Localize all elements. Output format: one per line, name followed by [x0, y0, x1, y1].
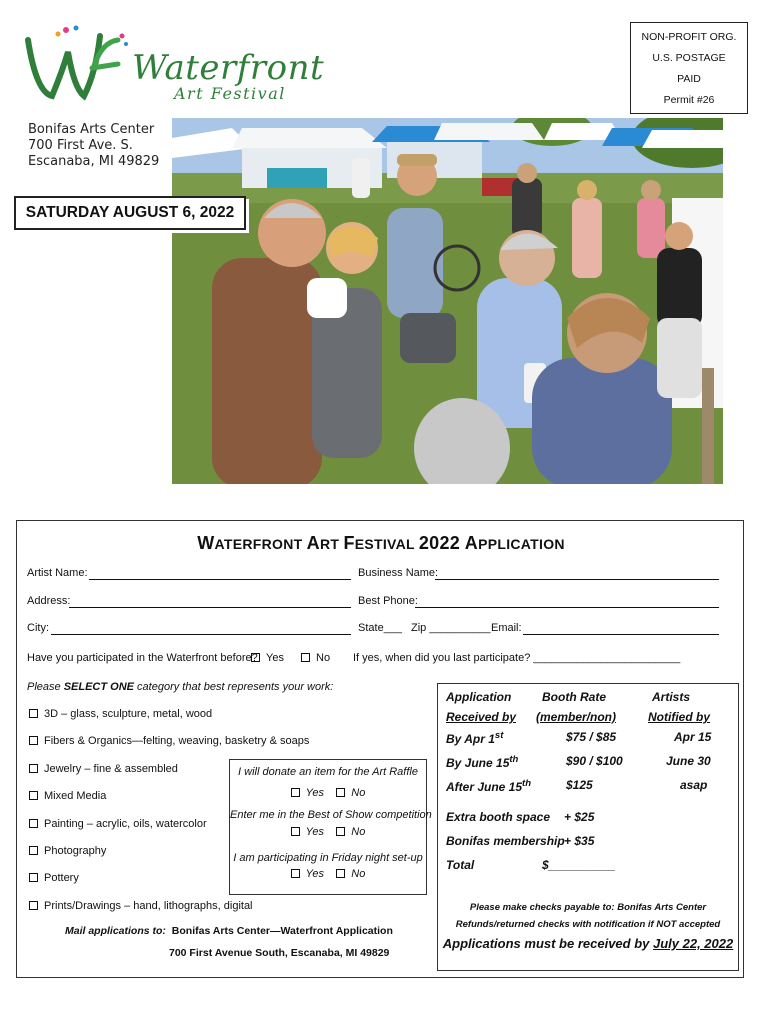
ordinal-suffix: th — [509, 754, 519, 765]
row1-rate: $75 / $85 — [566, 730, 617, 744]
email-field[interactable] — [523, 634, 719, 635]
row3-rate: $125 — [566, 778, 593, 792]
checks-payable-note: Please make checks payable to: Bonifas Arts Center — [469, 902, 707, 913]
checkbox-icon — [336, 869, 345, 878]
row2-notify: June 30 — [666, 754, 711, 768]
checkbox-icon — [29, 873, 38, 882]
business-name-field[interactable] — [435, 579, 719, 580]
participation-options-box — [229, 759, 432, 895]
option-label: Yes — [305, 868, 325, 880]
title-part: RT — [319, 536, 344, 552]
best-show-question: Enter me in the Best of Show competition — [230, 809, 432, 821]
checkbox-icon — [336, 788, 345, 797]
category-label: Prints/Drawings – hand, lithographs, digital — [44, 900, 253, 912]
best-phone-label: Best Phone: — [358, 595, 418, 607]
checkbox-icon — [29, 736, 38, 745]
event-date-banner: SATURDAY AUGUST 6, 2022 — [14, 196, 246, 230]
postage-line: U.S. POSTAGE — [652, 52, 726, 64]
category-3d[interactable] — [29, 708, 212, 720]
application-form — [16, 520, 744, 978]
mail-address: 700 First Avenue South, Escanaba, MI 49829 — [169, 947, 390, 959]
best-show-yes-option[interactable] — [291, 826, 324, 838]
row1-when — [446, 730, 503, 746]
option-label: No — [316, 652, 331, 664]
ordinal-suffix: th — [522, 778, 531, 789]
deadline-text: Applications must be received by — [442, 936, 653, 951]
checkbox-icon — [29, 764, 38, 773]
membership-amount: + $35 — [564, 834, 595, 848]
best-phone-field[interactable] — [415, 607, 719, 608]
category-label: Pottery — [44, 872, 79, 884]
category-label: Fibers & Organics—felting, weaving, basketry & soaps — [44, 735, 310, 747]
category-label: Painting – acrylic, oils, watercolor — [44, 818, 207, 830]
setup-no-option[interactable] — [336, 868, 365, 880]
category-jewelry[interactable] — [29, 763, 178, 775]
category-label: Photography — [44, 845, 107, 857]
header-booth-rate: Booth Rate — [542, 690, 606, 704]
title-part: 2022 — [418, 533, 465, 553]
category-label: Jewelry – fine & assembled — [44, 763, 178, 775]
category-label: Mixed Media — [44, 790, 107, 802]
participated-no-option[interactable] — [301, 652, 330, 664]
category-painting[interactable] — [29, 818, 207, 830]
checkbox-icon — [29, 791, 38, 800]
participated-yes-option[interactable] — [251, 652, 284, 664]
raffle-no-option[interactable] — [336, 787, 365, 799]
title-part: F — [343, 533, 355, 553]
ordinal-suffix: st — [494, 730, 504, 741]
row1-notify: Apr 15 — [674, 730, 712, 744]
instruction-text: category that best represents your work: — [134, 681, 334, 693]
option-label: Yes — [266, 652, 284, 664]
best-show-no-option[interactable] — [336, 826, 365, 838]
return-address — [28, 122, 159, 170]
logo-wordmark: Waterfront — [132, 48, 325, 88]
city-field[interactable] — [51, 634, 351, 635]
total-label: Total — [446, 858, 475, 872]
category-label: 3D – glass, sculpture, metal, wood — [44, 708, 213, 720]
membership-label: Bonifas membership — [446, 834, 565, 848]
zip-field[interactable]: Zip __________ — [411, 622, 491, 634]
checkbox-icon — [251, 653, 260, 662]
mail-label: Mail applications to: — [65, 925, 166, 937]
logo-monogram-icon — [22, 22, 132, 104]
extra-booth-label: Extra booth space — [446, 810, 551, 824]
postage-permit: Permit #26 — [663, 94, 715, 106]
raffle-options — [230, 787, 426, 799]
logo-subtitle: Art Festival — [174, 84, 286, 103]
checkbox-icon — [29, 846, 38, 855]
header-application: Application — [446, 690, 512, 704]
category-mixed-media[interactable] — [29, 790, 106, 802]
checkbox-icon — [29, 901, 38, 910]
artist-name-field[interactable] — [89, 579, 351, 580]
participated-question: Have you participated in the Waterfront before? — [27, 652, 258, 664]
address-field[interactable] — [69, 607, 351, 608]
checkbox-icon — [291, 827, 300, 836]
address-line: Escanaba, MI 49829 — [28, 154, 160, 169]
best-show-options — [230, 826, 426, 838]
setup-yes-option[interactable] — [291, 868, 324, 880]
option-label: No — [351, 868, 366, 880]
setup-options — [230, 868, 426, 880]
raffle-yes-option[interactable] — [291, 787, 324, 799]
postage-line: PAID — [677, 73, 701, 85]
address-label: Address: — [27, 595, 71, 607]
title-part: ESTIVAL — [354, 536, 419, 552]
mail-instructions — [65, 925, 393, 937]
title-part: ATERFRONT — [214, 536, 307, 552]
option-label: Yes — [305, 787, 325, 799]
option-label: No — [351, 787, 366, 799]
checkbox-icon — [301, 653, 310, 662]
header-notified: Notified by — [648, 710, 710, 724]
setup-question: I am participating in Friday night set-up — [233, 852, 423, 864]
title-part: W — [197, 533, 215, 553]
checkbox-icon — [336, 827, 345, 836]
row2-when — [446, 754, 518, 770]
title-part: A — [464, 533, 479, 553]
option-label: No — [351, 826, 366, 838]
category-fibers[interactable] — [29, 735, 309, 747]
row3-when — [446, 778, 531, 794]
row-when-text: After June 15 — [446, 780, 523, 794]
booth-rates-box — [437, 683, 739, 971]
total-field[interactable]: $__________ — [542, 858, 616, 872]
category-photography[interactable] — [29, 845, 106, 857]
festival-photo — [172, 118, 723, 484]
checkbox-icon — [29, 709, 38, 718]
category-instruction — [27, 681, 333, 693]
refund-note: Refunds/returned checks with notification if NOT accepted — [455, 919, 721, 930]
email-label: Email: — [491, 622, 522, 634]
extra-booth-amount: + $25 — [564, 810, 595, 824]
business-name-label: Business Name: — [358, 567, 439, 579]
checkbox-icon — [291, 788, 300, 797]
title-part: A — [306, 533, 320, 553]
form-title — [17, 533, 745, 554]
deadline-date: July 22, 2022 — [653, 936, 734, 951]
category-pottery[interactable] — [29, 872, 79, 884]
state-field[interactable]: State___ — [358, 622, 403, 634]
artist-name-label: Artist Name: — [27, 567, 88, 579]
festival-crowd-image — [172, 118, 723, 484]
category-prints[interactable] — [29, 900, 253, 912]
checkbox-icon — [29, 819, 38, 828]
instruction-emphasis: SELECT ONE — [63, 681, 134, 693]
mail-line: Bonifas Arts Center—Waterfront Application — [171, 925, 393, 937]
row-when-text: By June 15 — [446, 756, 510, 770]
row-when-text: By Apr 1 — [446, 732, 495, 746]
header-member: (member/non) — [536, 710, 617, 724]
address-line: Bonifas Arts Center — [28, 122, 155, 137]
header-artists: Artists — [652, 690, 691, 704]
checkbox-icon — [291, 869, 300, 878]
city-label: City: — [27, 622, 49, 634]
last-participate-field[interactable]: If yes, when did you last participate? ________________________ — [353, 652, 681, 664]
row3-notify: asap — [680, 778, 708, 792]
raffle-question: I will donate an item for the Art Raffle — [238, 766, 418, 778]
postage-indicia — [630, 22, 748, 114]
festival-logo — [22, 22, 325, 104]
address-line: 700 First Ave. S. — [28, 138, 133, 153]
deadline-note — [438, 936, 738, 951]
instruction-text: Please — [27, 681, 64, 693]
title-part: PPLICATION — [478, 536, 565, 552]
row2-rate: $90 / $100 — [566, 754, 623, 768]
option-label: Yes — [305, 826, 325, 838]
header-received: Received by — [446, 710, 517, 724]
postage-line: NON-PROFIT ORG. — [641, 31, 737, 43]
